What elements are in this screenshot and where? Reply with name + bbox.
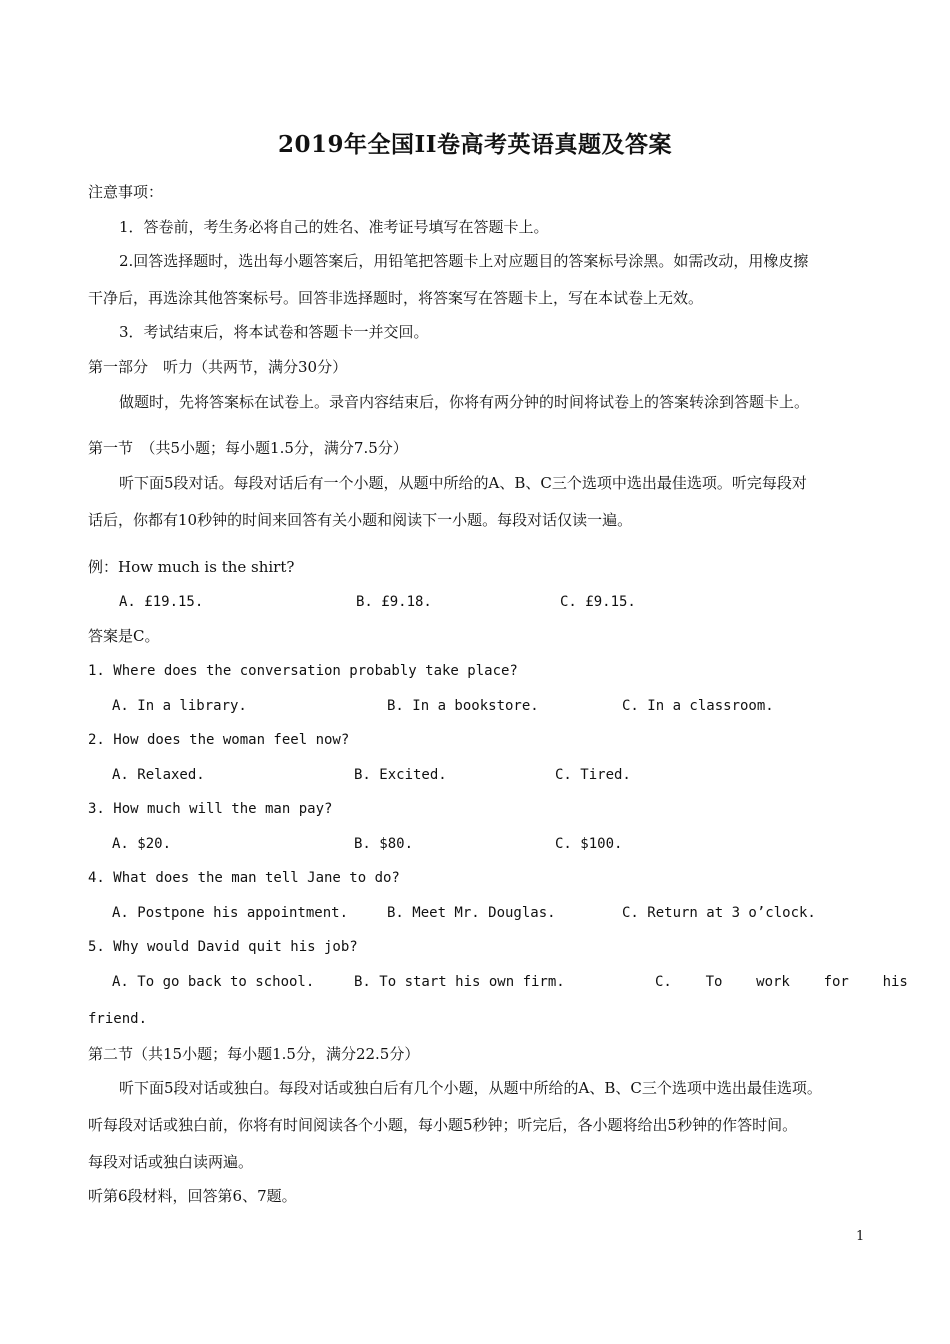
page-title: 2019年全国II卷高考英语真题及答案	[277, 131, 673, 158]
section1-instruction-line-1: 听下面5段对话。每段对话后有一个小题，从题中所给的A、B、C三个选项中选出最佳选项。听完每段对	[119, 474, 807, 492]
question-4: 4. What does the man tell Jane to do?	[88, 870, 400, 886]
question-2: 2. How does the woman feel now?	[88, 732, 350, 748]
section2-instruction-line-1: 听下面5段对话或独白。每段对话或独白后有几个小题，从题中所给的A、B、C三个选项中选出最佳选项。	[119, 1079, 822, 1097]
q2-option-a: A. Relaxed.	[112, 767, 205, 783]
q1-option-a: A. In a library.	[112, 698, 247, 714]
q3-option-b: B. $80.	[354, 836, 414, 852]
q5-option-a: A. To go back to school.	[112, 974, 315, 990]
example-question: 例：How much is the shirt?	[88, 558, 295, 576]
q5-option-c-continued: friend.	[88, 1011, 148, 1027]
note-3: 3．考试结束后，将本试卷和答题卡一并交回。	[119, 323, 429, 341]
q2-option-c: C. Tired.	[555, 767, 631, 783]
part1-heading: 第一部分 听力（共两节，满分30分）	[88, 358, 348, 376]
q1-option-b: B. In a bookstore.	[387, 698, 539, 714]
q5-option-c: C. To work for his	[655, 974, 908, 990]
q4-option-a: A. Postpone his appointment.	[112, 905, 349, 921]
example-option-c: C. £9.15.	[560, 594, 636, 610]
question-3: 3. How much will the man pay?	[88, 801, 333, 817]
q3-option-c: C. $100.	[555, 836, 623, 852]
notes-heading: 注意事项：	[88, 183, 164, 201]
section2-heading: 第二节（共15小题；每小题1.5分，满分22.5分）	[88, 1045, 420, 1063]
q3-option-a: A. $20.	[112, 836, 172, 852]
page-number: 1	[856, 1229, 865, 1244]
example-option-b: B. £9.18.	[356, 594, 432, 610]
note-1: 1．答卷前，考生务必将自己的姓名、准考证号填写在答题卡上。	[119, 218, 549, 236]
question-1: 1. Where does the conversation probably take place?	[88, 663, 518, 679]
part1-instruction: 做题时，先将答案标在试卷上。录音内容结束后，你将有两分钟的时间将试卷上的答案转涂到答题卡上。	[119, 393, 810, 411]
example-answer: 答案是C。	[88, 627, 160, 645]
note-2-line-1: 2.回答选择题时，选出每小题答案后，用铅笔把答题卡上对应题目的答案标号涂黑。如需改动，用橡皮擦	[119, 252, 809, 270]
note-2-line-2: 干净后，再选涂其他答案标号。回答非选择题时，将答案写在答题卡上，写在本试卷上无效。	[88, 289, 704, 307]
section2-instruction-line-3: 每段对话或独白读两遍。	[88, 1153, 254, 1171]
section2-sub-heading: 听第6段材料，回答第6、7题。	[88, 1187, 297, 1205]
q4-option-c: C. Return at 3 o’clock.	[622, 905, 816, 921]
q5-option-b: B. To start his own firm.	[354, 974, 565, 990]
section1-heading: 第一节 （共5小题；每小题1.5分，满分7.5分）	[88, 439, 408, 457]
example-option-a: A. £19.15.	[119, 594, 204, 610]
q1-option-c: C. In a classroom.	[622, 698, 774, 714]
q4-option-b: B. Meet Mr. Douglas.	[387, 905, 556, 921]
section1-instruction-line-2: 话后，你都有10秒钟的时间来回答有关小题和阅读下一小题。每段对话仅读一遍。	[88, 511, 633, 529]
section2-instruction-line-2: 听每段对话或独白前，你将有时间阅读各个小题，每小题5秒钟；听完后，各小题将给出5秒钟的作答时间。	[88, 1116, 798, 1134]
q2-option-b: B. Excited.	[354, 767, 447, 783]
question-5: 5. Why would David quit his job?	[88, 939, 358, 955]
